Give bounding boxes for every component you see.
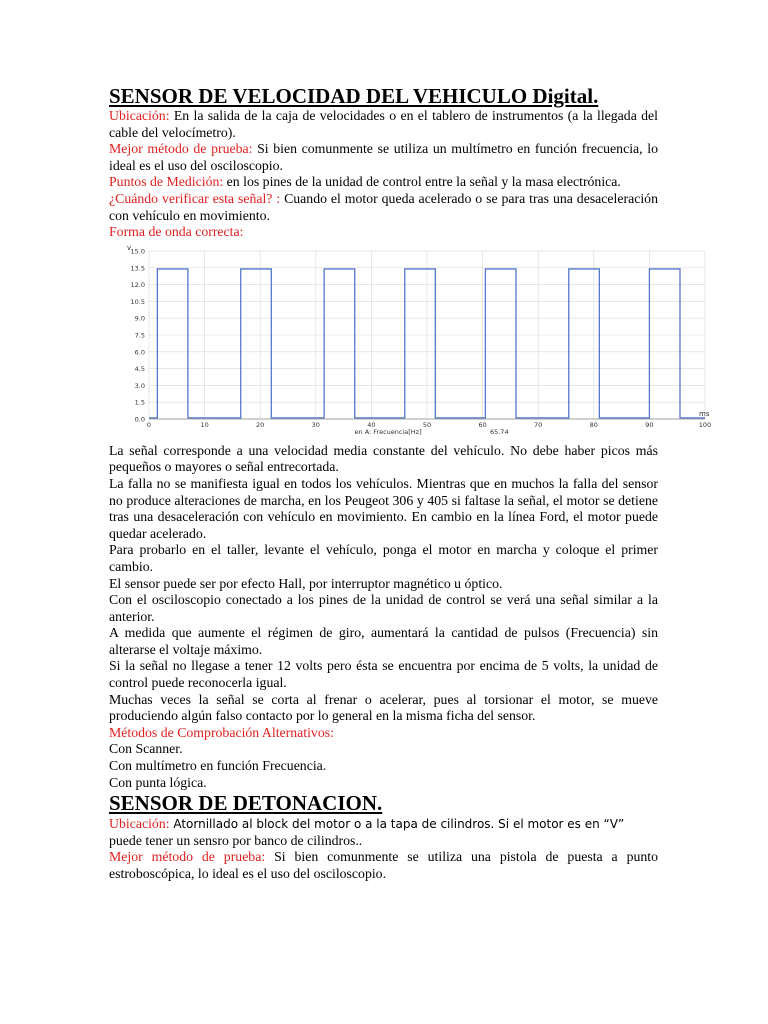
alternativos-label: Métodos de Comprobación Alternativos: — [109, 724, 334, 740]
x-tick-label: 10 — [200, 420, 209, 429]
x-tick-labels — [147, 421, 711, 429]
oscilloscope-svg — [109, 243, 712, 439]
forma-label: Forma de onda correcta: — [109, 224, 244, 240]
body-paragraph-1: La falla no se manifiesta igual en todos los vehículos. Mientras que en muchos la falla del sensor no produce alteraciones de marcha, en los Peugeot 306 y 405 si faltase la señal, el motor se detiene tras una desaceleración con vehículo en movimiento. En cambio en la línea Ford, el motor puede quedar acelerado. — [109, 475, 658, 541]
x-tick-label: 30 — [311, 420, 320, 429]
alternativo-item-1: Con multímetro en función Frecuencia. — [109, 758, 327, 774]
body-paragraph-3: El sensor puede ser por efecto Hall, por interruptor magnético u óptico. — [109, 575, 503, 591]
s2-metodo-paragraph — [109, 849, 658, 882]
y-tick-labels — [131, 247, 145, 423]
ubicacion-label: Ubicación: — [109, 108, 170, 123]
x-tick-label: 80 — [589, 420, 598, 429]
body-paragraph-4: Con el osciloscopio conectado a los pines de la unidad de control se verá una señal similar a la anterior. — [109, 592, 658, 624]
puntos-text: en los pines de la unidad de control entre la señal y la masa electrónica. — [223, 174, 621, 190]
x-tick-label: 40 — [367, 420, 376, 429]
s2-ubicacion-label: Ubicación: — [109, 816, 170, 832]
ubicacion-text: En la salida de la caja de velocidades o en el tablero de instrumentos (a la llegada del cable del velocímetro). — [109, 108, 658, 140]
section2-title: SENSOR DE DETONACION. — [109, 791, 383, 816]
document-page — [109, 84, 712, 883]
alternativo-item-2: Con punta lógica. — [109, 774, 207, 790]
y-tick-label: 15.0 — [130, 247, 145, 256]
x-tick-label: 70 — [534, 420, 543, 429]
forma-paragraph — [109, 224, 658, 241]
section1-title: SENSOR DE VELOCIDAD DEL VEHICULO Digital. — [109, 84, 599, 108]
s2-ubicacion-paragraph — [109, 816, 658, 849]
s2-ubicacion-text-rest: puede tener un sensro por banco de cilindros.. — [109, 832, 363, 848]
body-paragraph-7: Muchas veces la señal se corta al frenar o acelerar, pues al torsionar el motor, se mueve produciendo algún falso contacto por lo general en la misma ficha del sensor. — [109, 691, 658, 724]
metodo-label: Mejor método de prueba: — [109, 141, 253, 157]
cursor-readout: 65.74 — [489, 427, 509, 436]
x-tick-label: 100 — [698, 420, 712, 429]
metodo-paragraph — [109, 141, 658, 174]
oscilloscope-chart — [109, 243, 712, 439]
x-tick-label: 20 — [256, 420, 265, 429]
cuando-paragraph — [109, 191, 658, 224]
x-axis-label: en A: Frecuencia[Hz] — [354, 427, 422, 436]
puntos-label: Puntos de Medición: — [109, 174, 224, 190]
x-tick-label: 0 — [146, 420, 152, 429]
y-tick-label: 9.0 — [134, 314, 145, 323]
s2-ubicacion-text: Atornillado al block del motor o a la tapa de cilindros. Si el motor es en “V” — [169, 817, 625, 832]
metodo-text: Si bien comunmente se utiliza un multímetro en función frecuencia, lo ideal es el uso del osciloscopio. — [109, 141, 658, 173]
cuando-label: ¿Cuándo verificar esta señal? : — [109, 190, 281, 206]
x-tick-label: 90 — [645, 420, 654, 429]
cuando-text: Cuando el motor queda acelerado o se para tras una desaceleración con vehículo en movimiento. — [109, 190, 658, 223]
x-tick-label: 60 — [478, 420, 487, 429]
body-paragraph-0: La señal corresponde a una velocidad media constante del vehículo. No debe haber picos más pequeños o mayores o señal entrecortada. — [109, 442, 658, 475]
y-tick-label: 0.0 — [134, 415, 145, 424]
y-tick-label: 4.5 — [134, 364, 145, 373]
y-tick-label: 12.0 — [130, 280, 145, 289]
y-tick-label: 10.5 — [130, 297, 145, 306]
y-tick-label: 1.5 — [134, 398, 145, 407]
y-tick-label: 7.5 — [134, 331, 145, 340]
body-paragraph-6: Si la señal no llegase a tener 12 volts pero ésta se encuentra por encima de 5 volts, la unidad de control puede reconocerla igual. — [109, 658, 658, 691]
x-tick-label: 50 — [422, 420, 432, 429]
chart-grid — [149, 251, 705, 419]
body-paragraph-5: A medida que aumente el régimen de giro, aumentará la cantidad de pulsos (Frecuencia) sin alterarse el voltaje máximo. — [109, 625, 658, 657]
ubicacion-paragraph — [109, 108, 658, 141]
alternativo-item-0: Con Scanner. — [109, 741, 183, 757]
x-unit-label: ms — [699, 409, 710, 418]
body-paragraph-2: Para probarlo en el taller, levante el vehículo, ponga el motor en marcha y coloque el primer cambio. — [109, 542, 658, 574]
y-tick-label: 13.5 — [130, 264, 145, 273]
y-tick-label: 6.0 — [134, 348, 145, 357]
puntos-paragraph — [109, 174, 658, 191]
y-unit-mark: v — [127, 243, 132, 252]
s2-metodo-label: Mejor método de prueba: — [109, 849, 266, 865]
s2-metodo-text: Si bien comunmente se utiliza una pistola de puesta a punto estroboscópica, lo ideal es el uso del osciloscopio. — [109, 849, 658, 881]
y-tick-label: 3.0 — [134, 381, 145, 390]
